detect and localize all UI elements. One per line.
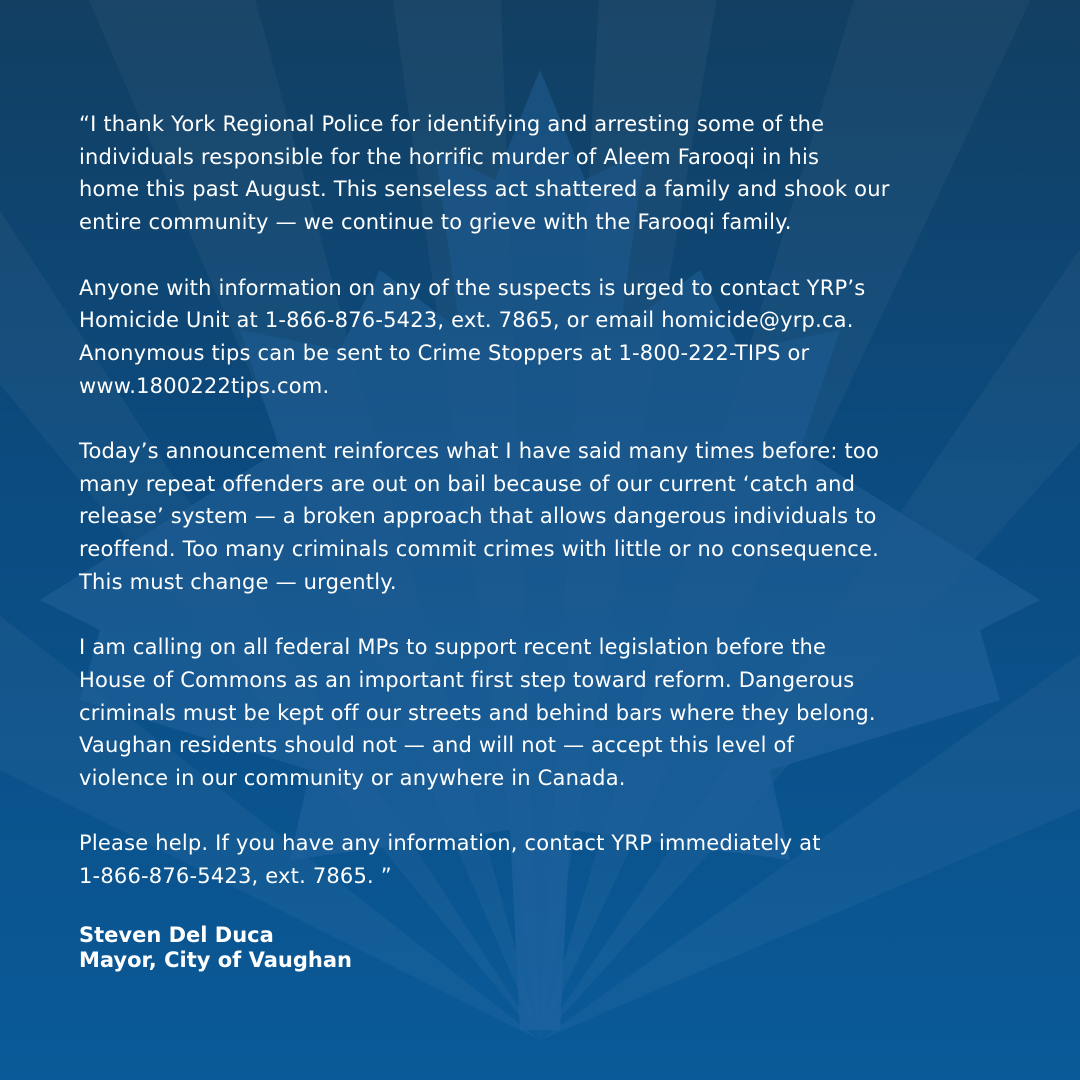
signature-title: Mayor, City of Vaughan xyxy=(79,947,352,972)
mayor-statement xyxy=(79,108,1009,973)
statement-paragraph-4: I am calling on all federal MPs to support recent legislation before the House of Commons as an important first step toward reform. Dangerous criminals must be kept off our streets and behind bars where they belong. Vaughan residents should not — and will not — accept this level of violence in our community or anywhere in Canada. xyxy=(79,635,876,791)
statement-paragraph-1: “I thank York Regional Police for identifying and arresting some of the individuals responsible for the horrific murder of Aleem Farooqi in his home this past August. This senseless act shattered a family and shook our entire community — we continue to grieve with the Farooqi family. xyxy=(79,112,890,235)
signature-block xyxy=(79,923,1009,973)
signature-name: Steven Del Duca xyxy=(79,922,274,947)
statement-paragraph-5: Please help. If you have any information, contact YRP immediately at 1-866-876-5423, ext. 7865. ” xyxy=(79,831,821,889)
statement-paragraph-3: Today’s announcement reinforces what I have said many times before: too many repeat offenders are out on bail because of our current ‘catch and release’ system — a broken approach that allows dangerous individuals to reoffend. Too many criminals commit crimes with little or no consequence. This must change — urgently. xyxy=(79,439,880,594)
statement-paragraph-2: Anyone with information on any of the suspects is urged to contact YRP’s Homicide Unit at 1-866-876-5423, ext. 7865, or email homicide@yrp.ca. Anonymous tips can be sent to Crime Stoppers at 1-800-222-TIPS or www.1800222tips.com. xyxy=(79,275,866,398)
